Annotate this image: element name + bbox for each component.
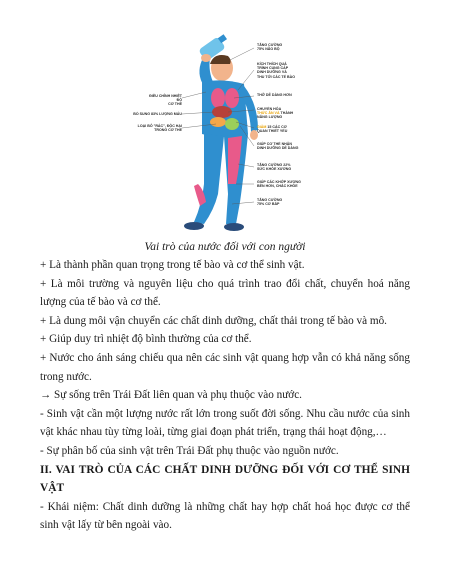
label-digestion: GIÚP CƠ THỂ NHẬN DINH DƯỠNG DỄ DÀNG bbox=[257, 142, 299, 151]
paragraph: + Giúp duy trì nhiệt độ bình thường của cơ thể. bbox=[40, 333, 252, 346]
figure-caption: Vai trò của nước đối với con người bbox=[144, 241, 306, 253]
label-nutrient-supply: KÍCH THÍCH QUÁ TRÌNH CUNG CẤP DINH DƯỠNG VÀ THU TỚI CÁC TẾ BÀO bbox=[257, 62, 296, 79]
paragraph: + Nước cho ánh sáng chiếu qua nên các sinh vật quang hợp vẫn có khả năng sống trong nước. bbox=[40, 351, 410, 383]
paragraph: → Sự sống trên Trái Đất liên quan và phụ thuộc vào nước. bbox=[40, 389, 302, 402]
definition-paragraph: - Khái niệm: Chất dinh dưỡng là những chất hay hợp chất hoá học được cơ thể sinh vật lấy từ bên ngoài vào. bbox=[40, 500, 410, 532]
label-joints: GIÚP CÁC KHỚP XƯƠNG BỀN HƠN, CHẮC KHỎE bbox=[257, 180, 301, 189]
water-role-illustration bbox=[118, 34, 328, 242]
label-breathing: THỞ DỄ DÀNG HƠN bbox=[257, 93, 292, 97]
label-metabolism: CHUYỂN HÓA THỨC ĂN VÀ THÀNH NĂNG LƯỢNG bbox=[257, 107, 294, 120]
label-toxins: LOẠI BỎ "RÁC", ĐỘC HẠI TRONG CƠ THỂ bbox=[137, 124, 182, 133]
paragraph: - Sinh vật cần một lượng nước rất lớn trong suốt đời sống. Nhu cầu nước của sinh vật khác nhau tùy từng loài, từng giai đoạn phát triển, trạng thái hoạt động,… bbox=[40, 407, 410, 439]
head-icon bbox=[210, 55, 233, 81]
paragraph: + Là dung môi vận chuyển các chất dinh dưỡng, chất thải trong tế bào và mô. bbox=[40, 314, 387, 327]
drinking-man-graphic bbox=[118, 34, 328, 242]
paragraph: + Là thành phần quan trọng trong tế bào và cơ thể sinh vật. bbox=[40, 259, 305, 271]
label-blood: BỔ SUNG 83% LƯỢNG MÁU bbox=[133, 112, 182, 116]
left-leg-icon bbox=[194, 134, 224, 224]
paragraph: - Sự phân bố của sinh vật trên Trái Đất phụ thuộc vào nguồn nước. bbox=[40, 444, 339, 457]
label-brain: TĂNG CƯỜNG 75% NÃO BỘ bbox=[257, 43, 283, 52]
label-organs: GIẢM 15 CÁC CƠ QUAN THIẾT YẾU bbox=[257, 125, 288, 134]
body-text bbox=[40, 256, 410, 535]
label-muscles: TĂNG CƯỜNG 75% CƠ BẮP bbox=[257, 198, 283, 207]
label-bone-health: TĂNG CƯỜNG 22% SỨC KHỎE XƯƠNG bbox=[257, 163, 292, 172]
paragraph: + Là môi trường và nguyên liệu cho quá trình trao đổi chất, chuyển hoá năng lượng của tế bào và cơ thể. bbox=[40, 277, 410, 309]
label-temperature: ĐIỀU CHỈNH NHIỆT ĐỘ CƠ THỂ bbox=[149, 94, 182, 107]
section-heading: II. VAI TRÒ CỦA CÁC CHẤT DINH DƯỠNG ĐỐI VỚI CƠ THỂ SINH VẬT bbox=[40, 463, 410, 495]
